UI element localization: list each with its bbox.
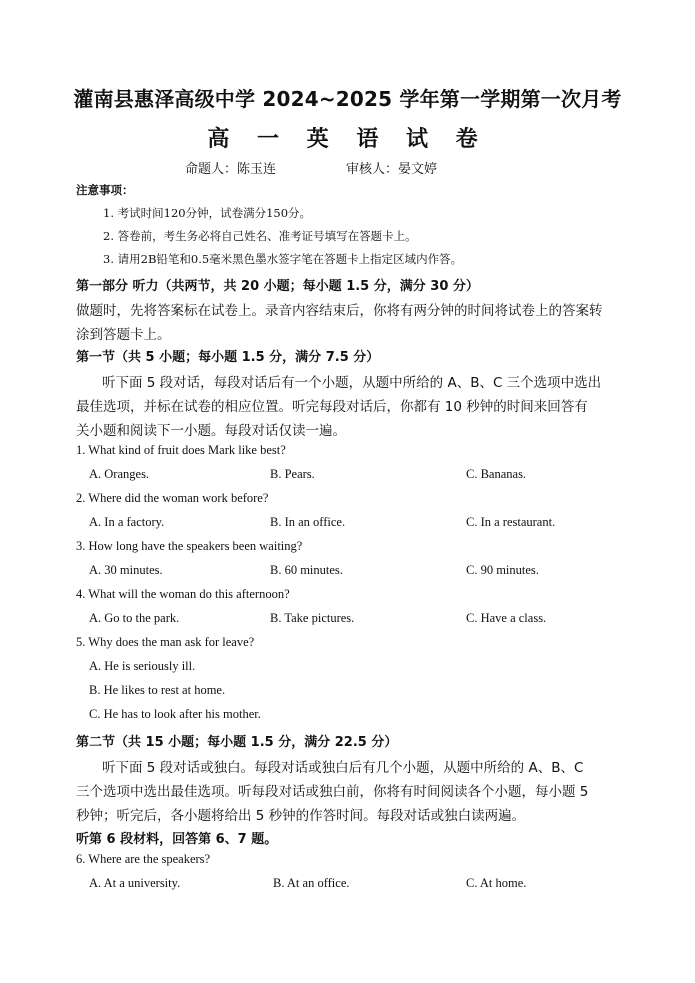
q1-option-b: B. Pears.	[270, 467, 315, 481]
section2-heading: 第二节（共 15 小题；每小题 1.5 分，满分 22.5 分）	[76, 735, 398, 750]
part1-heading: 第一部分 听力（共两节，共 20 小题；每小题 1.5 分，满分 30 分）	[76, 279, 479, 294]
question-4: 4. What will the woman do this afternoon?	[76, 587, 290, 601]
q4-option-b: B. Take pictures.	[270, 611, 355, 625]
section2-intro-line3: 秒钟；听完后，各小题将给出 5 秒钟的作答时间。每段对话或独白读两遍。	[76, 808, 526, 824]
q6-option-a: A. At a university.	[89, 876, 181, 890]
author-line: 命题人：陈玉连	[185, 162, 277, 177]
question-1: 1. What kind of fruit does Mark like best?	[76, 443, 286, 457]
part1-intro-line2: 涂到答题卡上。	[76, 327, 171, 343]
exam-subtitle: 高 一 英 语 试 卷	[207, 127, 488, 152]
q4-option-c: C. Have a class.	[466, 611, 547, 625]
material-6-heading: 听第 6 段材料，回答第 6、7 题。	[76, 832, 278, 847]
q2-option-b: B. In an office.	[270, 515, 346, 529]
q1-option-a: A. Oranges.	[89, 467, 150, 481]
notes-heading: 注意事项：	[76, 183, 134, 197]
q6-option-b: B. At an office.	[273, 876, 350, 890]
exam-title: 灌南县惠泽高级中学 2024~2025 学年第一学期第一次月考	[73, 87, 622, 111]
q5-option-c: C. He has to look after his mother.	[89, 707, 261, 721]
section1-intro-line1: 听下面 5 段对话，每段对话后有一个小题，从题中所给的 A、B、C 三个选项中选出	[102, 375, 602, 391]
q4-option-a: A. Go to the park.	[89, 611, 180, 625]
q2-option-a: A. In a factory.	[89, 515, 165, 529]
q5-option-b: B. He likes to rest at home.	[89, 683, 226, 697]
part1-intro-line1: 做题时，先将答案标在试卷上。录音内容结束后，你将有两分钟的时间将试卷上的答案转	[76, 303, 603, 319]
q2-option-c: C. In a restaurant.	[466, 515, 556, 529]
question-2: 2. Where did the woman work before?	[76, 491, 269, 505]
note-item-2: 2. 答卷前，考生务必将自己姓名、准考证号填写在答题卡上。	[103, 229, 417, 243]
question-6: 6. Where are the speakers?	[76, 852, 211, 866]
question-3: 3. How long have the speakers been waiting?	[76, 539, 303, 553]
q5-option-a: A. He is seriously ill.	[89, 659, 196, 673]
q3-option-b: B. 60 minutes.	[270, 563, 343, 577]
q1-option-c: C. Bananas.	[466, 467, 527, 481]
reviewer-line: 审核人：晏文婷	[346, 162, 438, 177]
q3-option-c: C. 90 minutes.	[466, 563, 539, 577]
section1-intro-line2: 最佳选项，并标在试卷的相应位置。听完每段对话后，你都有 10 秒钟的时间来回答有	[76, 399, 588, 415]
question-5: 5. Why does the man ask for leave?	[76, 635, 255, 649]
section1-intro-line3: 关小题和阅读下一小题。每段对话仅读一遍。	[76, 423, 346, 439]
section1-heading: 第一节（共 5 小题；每小题 1.5 分，满分 7.5 分）	[76, 350, 380, 365]
note-item-3: 3. 请用2B铅笔和0.5毫米黑色墨水签字笔在答题卡上指定区域内作答。	[103, 252, 463, 266]
q6-option-c: C. At home.	[466, 876, 527, 890]
note-item-1: 1. 考试时间120分钟，试卷满分150分。	[103, 206, 312, 220]
q3-option-a: A. 30 minutes.	[89, 563, 163, 577]
section2-intro-line2: 三个选项中选出最佳选项。听每段对话或独白前，你将有时间阅读各个小题，每小题 5	[76, 784, 589, 800]
section2-intro-line1: 听下面 5 段对话或独白。每段对话或独白后有几个小题，从题中所给的 A、B、C	[102, 760, 584, 776]
